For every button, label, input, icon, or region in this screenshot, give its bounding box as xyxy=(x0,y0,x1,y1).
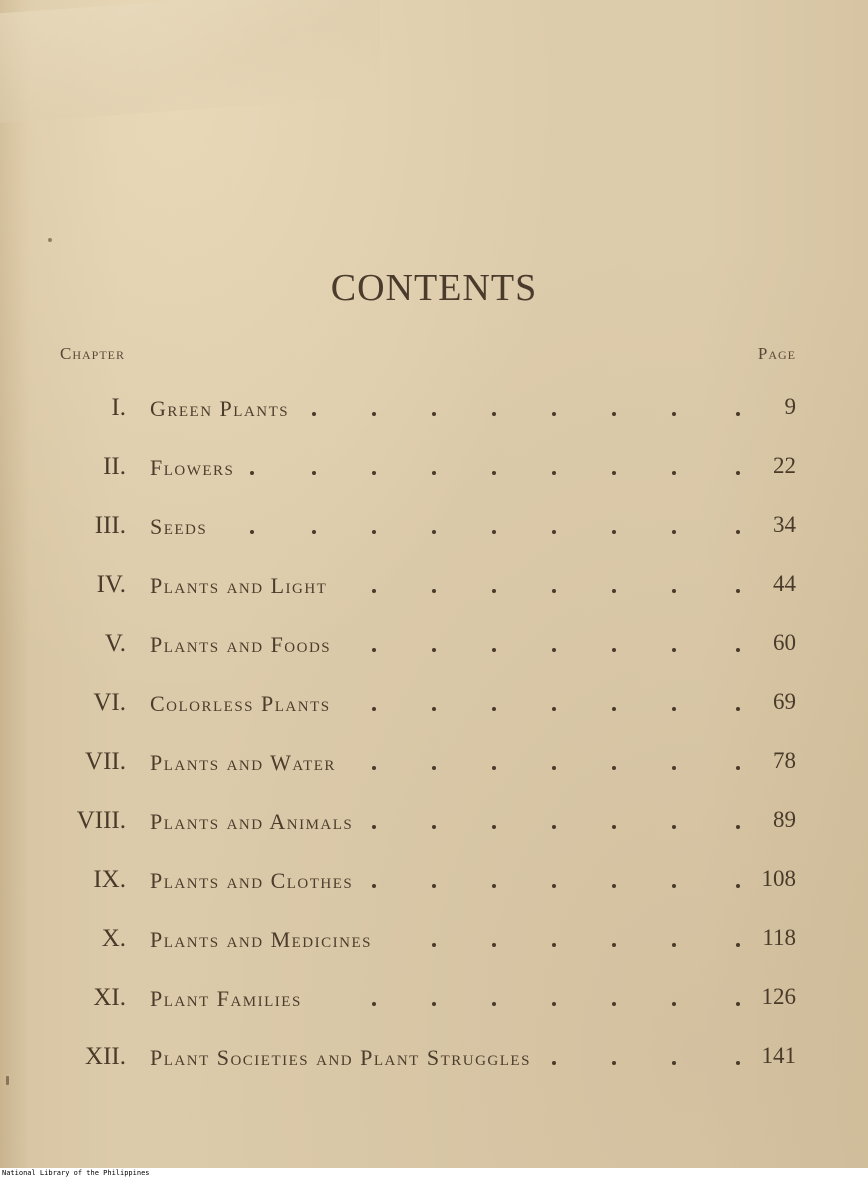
leader-dot xyxy=(432,530,436,534)
chapter-number: III. xyxy=(94,512,126,539)
leader-dot xyxy=(372,412,376,416)
dot-leader xyxy=(0,512,868,542)
leader-dot xyxy=(552,707,556,711)
contents-title: CONTENTS xyxy=(330,267,538,309)
chapter-number: IX. xyxy=(93,866,126,893)
chapter-title: Plants and Light xyxy=(150,573,328,598)
footer-bar xyxy=(0,1168,868,1178)
leader-dot xyxy=(672,825,676,829)
leader-dot xyxy=(736,766,740,770)
dot-leader xyxy=(0,571,868,601)
leader-dot xyxy=(736,530,740,534)
leader-dot xyxy=(672,884,676,888)
leader-dot xyxy=(672,1061,676,1065)
leader-dot xyxy=(372,766,376,770)
leader-dot xyxy=(736,943,740,947)
leader-dot xyxy=(552,648,556,652)
dot-leader xyxy=(0,453,868,483)
leader-dot xyxy=(372,471,376,475)
toc-entry xyxy=(0,734,868,793)
leader-dot xyxy=(736,589,740,593)
toc-entry xyxy=(0,380,868,439)
dot-leader xyxy=(0,748,868,778)
leader-dot xyxy=(612,943,616,947)
chapter-number: I. xyxy=(111,394,126,421)
chapter-title: Plants and Foods xyxy=(150,632,332,657)
page-number: 22 xyxy=(773,453,796,478)
leader-dot xyxy=(612,884,616,888)
chapter-number: V. xyxy=(104,630,126,657)
leader-dot xyxy=(736,707,740,711)
leader-dot xyxy=(612,1002,616,1006)
leader-dot xyxy=(552,471,556,475)
leader-dot xyxy=(492,825,496,829)
chapter-column-header: Chapter xyxy=(60,344,126,363)
chapter-number: VI. xyxy=(93,689,126,716)
page-number: 60 xyxy=(773,630,796,655)
page-number: 44 xyxy=(773,571,796,596)
page-column-header: Page xyxy=(757,344,796,363)
toc-entry xyxy=(0,675,868,734)
leader-dot xyxy=(312,530,316,534)
leader-dot xyxy=(432,884,436,888)
toc-entry xyxy=(0,557,868,616)
chapter-title: Colorless Plants xyxy=(150,691,331,716)
dot-leader xyxy=(0,984,868,1014)
leader-dot xyxy=(432,825,436,829)
leader-dot xyxy=(552,589,556,593)
chapter-number: XII. xyxy=(85,1043,126,1070)
chapter-title: Plant Societies and Plant Struggles xyxy=(150,1045,531,1070)
leader-dot xyxy=(612,707,616,711)
toc-entry xyxy=(0,1029,868,1088)
leader-dot xyxy=(432,471,436,475)
leader-dot xyxy=(432,707,436,711)
chapter-title: Plants and Water xyxy=(150,750,336,775)
chapter-title: Plants and Animals xyxy=(150,809,354,834)
chapter-number: X. xyxy=(101,925,126,952)
leader-dot xyxy=(672,1002,676,1006)
chapter-title: Plants and Clothes xyxy=(150,868,354,893)
leader-dot xyxy=(612,825,616,829)
dot-leader xyxy=(0,925,868,955)
chapter-number: VII. xyxy=(85,748,126,775)
dot-leader xyxy=(0,866,868,896)
leader-dot xyxy=(492,766,496,770)
dot-leader xyxy=(0,807,868,837)
leader-dot xyxy=(612,1061,616,1065)
leader-dot xyxy=(612,766,616,770)
leader-dot xyxy=(432,1002,436,1006)
page-number: 141 xyxy=(761,1043,796,1068)
chapter-title: Flowers xyxy=(150,455,235,480)
page-number: 34 xyxy=(773,512,796,537)
chapter-number: VIII. xyxy=(76,807,126,834)
leader-dot xyxy=(492,471,496,475)
leader-dot xyxy=(612,471,616,475)
leader-dot xyxy=(492,884,496,888)
chapter-title: Seeds xyxy=(150,514,208,539)
page-number: 108 xyxy=(761,866,796,891)
leader-dot xyxy=(432,589,436,593)
library-credit: National Library of the Philippines xyxy=(2,1169,150,1177)
page-number: 78 xyxy=(773,748,796,773)
leader-dot xyxy=(492,943,496,947)
leader-dot xyxy=(492,1002,496,1006)
leader-dot xyxy=(672,589,676,593)
leader-dot xyxy=(736,471,740,475)
leader-dot xyxy=(372,825,376,829)
page-number: 9 xyxy=(784,394,796,419)
leader-dot xyxy=(552,1061,556,1065)
toc-entry xyxy=(0,911,868,970)
leader-dot xyxy=(736,1061,740,1065)
leader-dot xyxy=(672,766,676,770)
leader-dot xyxy=(372,707,376,711)
leader-dot xyxy=(372,530,376,534)
leader-dot xyxy=(552,530,556,534)
dot-leader xyxy=(0,394,868,424)
dot-leader xyxy=(0,1043,868,1073)
leader-dot xyxy=(736,884,740,888)
leader-dot xyxy=(312,412,316,416)
leader-dot xyxy=(250,471,254,475)
leader-dot xyxy=(552,412,556,416)
leader-dot xyxy=(612,530,616,534)
page-number: 126 xyxy=(761,984,796,1009)
table-of-contents xyxy=(0,380,868,1088)
leader-dot xyxy=(672,412,676,416)
leader-dot xyxy=(492,707,496,711)
leader-dot xyxy=(736,825,740,829)
leader-dot xyxy=(492,412,496,416)
leader-dot xyxy=(736,1002,740,1006)
leader-dot xyxy=(372,648,376,652)
toc-entry xyxy=(0,852,868,911)
chapter-number: XI. xyxy=(93,984,126,1011)
chapter-title: Green Plants xyxy=(150,396,290,421)
toc-entry xyxy=(0,439,868,498)
leader-dot xyxy=(250,530,254,534)
page-number: 69 xyxy=(773,689,796,714)
leader-dot xyxy=(672,471,676,475)
leader-dot xyxy=(672,707,676,711)
leader-dot xyxy=(672,648,676,652)
leader-dot xyxy=(552,766,556,770)
toc-entry xyxy=(0,498,868,557)
leader-dot xyxy=(372,884,376,888)
leader-dot xyxy=(552,884,556,888)
page-number: 89 xyxy=(773,807,796,832)
leader-dot xyxy=(736,412,740,416)
leader-dot xyxy=(552,825,556,829)
leader-dot xyxy=(492,589,496,593)
leader-dot xyxy=(672,530,676,534)
toc-entry xyxy=(0,616,868,675)
leader-dot xyxy=(492,530,496,534)
leader-dot xyxy=(492,648,496,652)
chapter-title: Plants and Medicines xyxy=(150,927,372,952)
dot-leader xyxy=(0,630,868,660)
leader-dot xyxy=(552,1002,556,1006)
leader-dot xyxy=(672,943,676,947)
leader-dot xyxy=(612,648,616,652)
chapter-number: IV. xyxy=(96,571,126,598)
dot-leader xyxy=(0,689,868,719)
leader-dot xyxy=(432,648,436,652)
leader-dot xyxy=(372,589,376,593)
page-number: 118 xyxy=(762,925,796,950)
toc-entry xyxy=(0,970,868,1029)
leader-dot xyxy=(432,412,436,416)
toc-entry xyxy=(0,793,868,852)
leader-dot xyxy=(312,471,316,475)
leader-dot xyxy=(432,766,436,770)
leader-dot xyxy=(736,648,740,652)
leader-dot xyxy=(432,943,436,947)
chapter-number: II. xyxy=(103,453,126,480)
paper-stain xyxy=(0,0,380,123)
chapter-title: Plant Families xyxy=(150,986,302,1011)
paper-speck xyxy=(48,238,52,242)
leader-dot xyxy=(612,412,616,416)
leader-dot xyxy=(552,943,556,947)
leader-dot xyxy=(612,589,616,593)
leader-dot xyxy=(372,1002,376,1006)
